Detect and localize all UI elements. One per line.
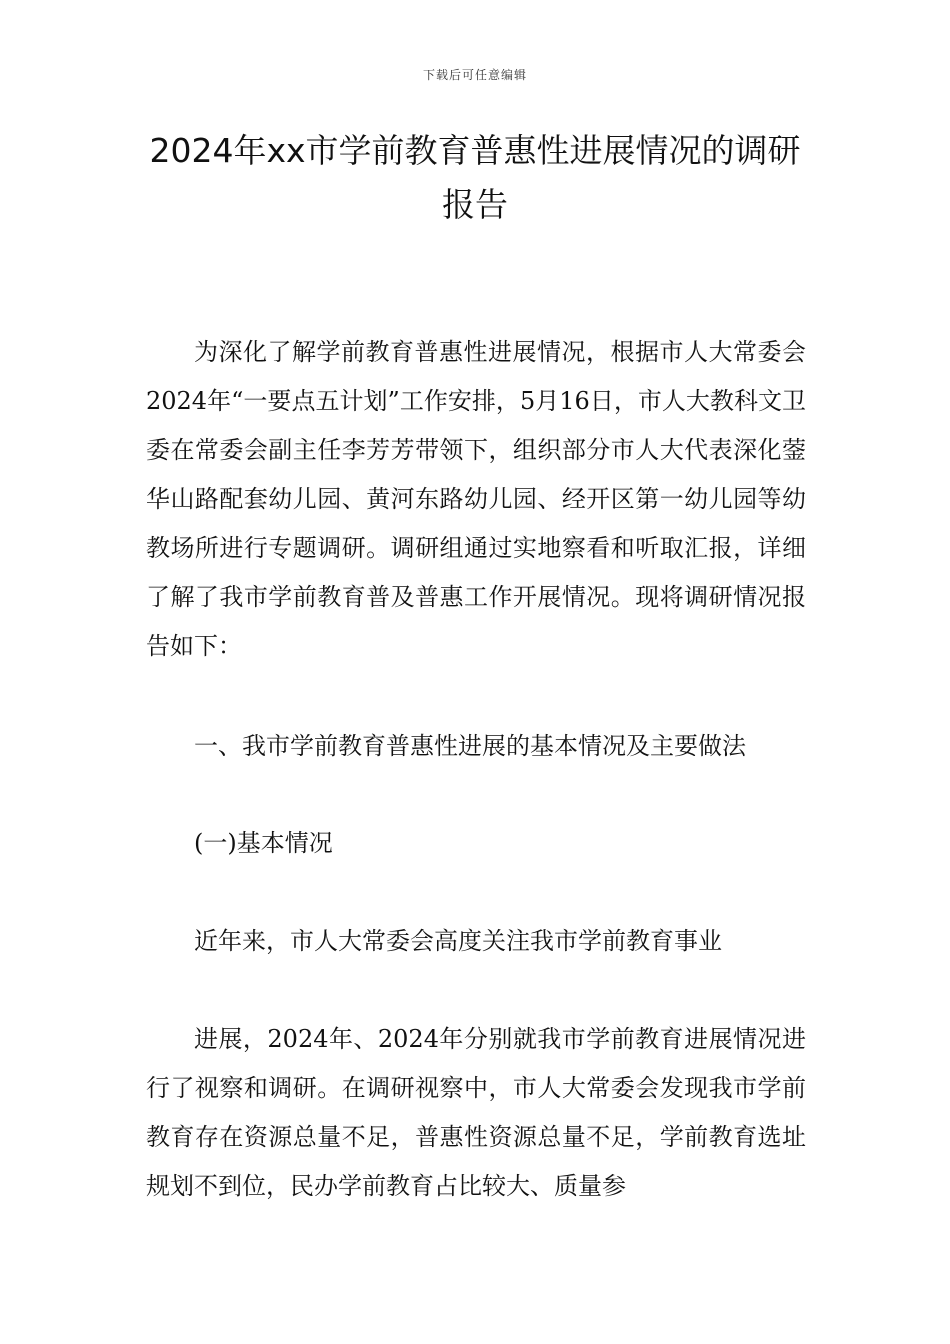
- body-paragraph: 进展，2024年、2024年分别就我市学前教育进展情况进行了视察和调研。在调研视察中，市人大常委会发现我市学前教育存在资源总量不足，普惠性资源总量不足，学前教育选址规划不到位，民办学前教育占比较大、质量参: [146, 1025, 806, 1200]
- header-note: 下载后可任意编辑: [422, 68, 527, 82]
- section-heading: 一、我市学前教育普惠性进展的基本情况及主要做法: [194, 732, 746, 760]
- body-paragraph: 近年来，市人大常委会高度关注我市学前教育事业: [194, 927, 722, 955]
- document-title: 2024年xx市学前教育普惠性进展情况的调研报告: [149, 131, 801, 224]
- intro-paragraph: 为深化了解学前教育普惠性进展情况，根据市人大常委会2024年“一要点五计划”工作安排，5月16日，市人大教科文卫委在常委会副主任李芳芳带领下，组织部分市人大代表深化蓥华山路配套幼儿园、黄河东路幼儿园、经开区第一幼儿园等幼教场所进行专题调研。调研组通过实地察看和听取汇报，详细了解了我市学前教育普及普惠工作开展情况。现将调研情况报告如下：: [146, 338, 806, 660]
- subsection-heading: (一)基本情况: [194, 829, 333, 857]
